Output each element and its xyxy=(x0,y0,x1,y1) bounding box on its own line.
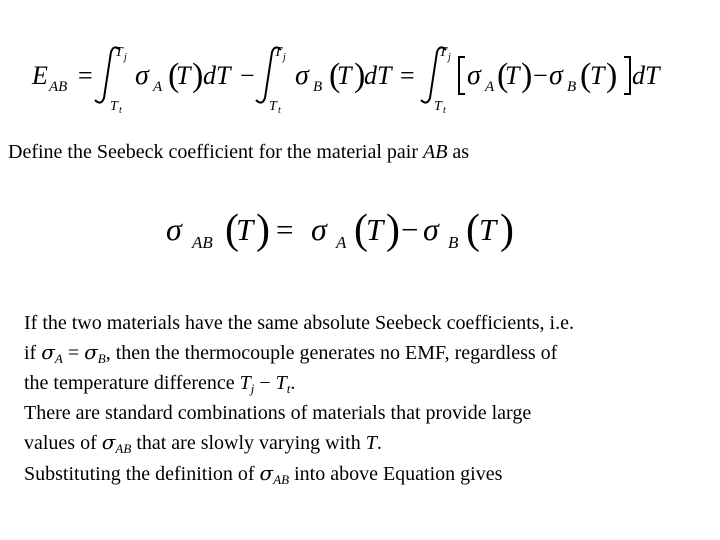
eq1-lhs: E xyxy=(32,61,48,90)
para-line-3 xyxy=(24,369,714,399)
eq2-T-2: T xyxy=(366,212,384,247)
int2-lower-sub: t xyxy=(278,105,281,116)
int2-lower: T xyxy=(269,99,277,114)
material-pair: AB xyxy=(422,141,448,163)
text-period: . xyxy=(376,432,382,454)
text-slowly-varying: that are slowly varying with xyxy=(131,432,366,454)
subscript-b: B xyxy=(97,351,106,366)
eq2-minus: − xyxy=(401,212,419,247)
define-text: Define the Seebeck coefficient for the material pair xyxy=(8,141,423,163)
eq1-lhs-sub: AB xyxy=(49,79,68,95)
subscript-t: t xyxy=(286,381,291,396)
int1-upper-sub: j xyxy=(124,52,127,63)
text-substituting: Substituting the definition of xyxy=(24,463,260,485)
paren-open-1: ( xyxy=(168,57,180,94)
int1-lower: T xyxy=(110,99,118,114)
int1-upper: T xyxy=(115,45,123,60)
eq2-sub-ab: AB xyxy=(192,233,213,252)
var-T-3: T xyxy=(505,61,520,90)
text-gives: into above Equation gives xyxy=(289,463,503,485)
eq2-equals: = xyxy=(276,212,294,247)
eq2-sigma-ab: σ xyxy=(166,211,182,247)
var-T: T xyxy=(365,432,377,454)
text-if: if xyxy=(24,342,42,364)
paren-open-3: ( xyxy=(497,57,509,94)
sigma-1: σ xyxy=(135,60,149,91)
sigma-1-sub: A xyxy=(153,79,163,95)
para-line-6 xyxy=(24,459,714,490)
text-temp-diff: the temperature difference xyxy=(24,372,240,394)
var-T-4: T xyxy=(590,61,605,90)
bracket-open xyxy=(459,57,465,94)
integral-equation xyxy=(0,40,720,115)
text-minus: − xyxy=(254,372,276,394)
subscript-ab: AB xyxy=(273,472,290,487)
paren-close-4: ) xyxy=(606,57,618,94)
paren-close-2: ) xyxy=(354,57,366,94)
eq2-sub-a: A xyxy=(336,233,347,252)
sigma-3-sub: A xyxy=(485,79,495,95)
paren-close-1: ) xyxy=(192,57,204,94)
eq2-sub-b: B xyxy=(448,233,459,252)
sigma-symbol: σ xyxy=(101,430,116,454)
define-text-end: as xyxy=(447,141,470,163)
int3-lower-sub: t xyxy=(443,105,446,116)
eq2-T-3: T xyxy=(479,212,497,247)
eq2-sigma-b: σ xyxy=(423,211,439,247)
sigma-4: σ xyxy=(549,60,563,91)
int1-lower-sub: t xyxy=(119,105,122,116)
eq2-paren-close-3: ) xyxy=(500,207,514,253)
paren-close-3: ) xyxy=(521,57,533,94)
int2-upper-sub: j xyxy=(283,52,286,63)
paren-open-4: ( xyxy=(580,57,592,94)
text-period: . xyxy=(290,372,296,394)
text-values-of: values of xyxy=(24,432,102,454)
int2-upper: T xyxy=(274,45,282,60)
para-line-2 xyxy=(24,338,714,369)
minus-3: − xyxy=(533,61,548,90)
subscript-ab: AB xyxy=(115,441,132,456)
equals-2: = xyxy=(400,61,415,90)
eq2-T-1: T xyxy=(236,212,254,247)
minus-1: − xyxy=(240,61,255,90)
dT-2: dT xyxy=(364,61,392,90)
text-then: , then the thermocouple generates no EMF, regardless of xyxy=(105,342,558,364)
sigma-symbol: σ xyxy=(41,340,55,364)
sigma-2: σ xyxy=(295,60,309,91)
sigma-3: σ xyxy=(467,60,481,91)
seebeck-definition-equation xyxy=(0,196,720,265)
sigma-symbol: σ xyxy=(259,461,274,485)
para-line-4: There are standard combinations of materials that provide large xyxy=(24,402,532,424)
eq1-equals-1: = xyxy=(78,61,93,90)
text-equals: = xyxy=(62,342,85,364)
eq2-paren-open-2: ( xyxy=(354,207,368,253)
eq2-paren-open-3: ( xyxy=(466,207,480,253)
define-sentence xyxy=(8,140,469,164)
sigma-2-sub: B xyxy=(313,79,323,95)
para-line-1: If the two materials have the same absolute Seebeck coefficients, i.e. xyxy=(24,312,574,334)
paren-open-2: ( xyxy=(329,57,341,94)
var-T: T xyxy=(239,372,251,394)
eq2-paren-close-2: ) xyxy=(386,207,400,253)
bracket-close xyxy=(624,57,630,94)
sigma-4-sub: B xyxy=(567,79,577,95)
subscript-a: A xyxy=(54,351,63,366)
int3-upper: T xyxy=(439,45,447,60)
sigma-symbol: σ xyxy=(84,340,98,364)
dT-3: dT xyxy=(632,61,660,90)
para-line-5 xyxy=(24,428,714,459)
var-T: T xyxy=(275,372,287,394)
dT-1: dT xyxy=(203,61,231,90)
eq2-sigma-a: σ xyxy=(311,211,327,247)
explanation-paragraph xyxy=(24,309,714,490)
int3-upper-sub: j xyxy=(448,52,451,63)
var-T-2: T xyxy=(337,61,352,90)
var-T-1: T xyxy=(176,61,191,90)
int3-lower: T xyxy=(434,99,442,114)
subscript-j: j xyxy=(250,381,255,396)
eq2-paren-close-1: ) xyxy=(256,207,270,253)
eq2-paren-open-1: ( xyxy=(225,207,239,253)
